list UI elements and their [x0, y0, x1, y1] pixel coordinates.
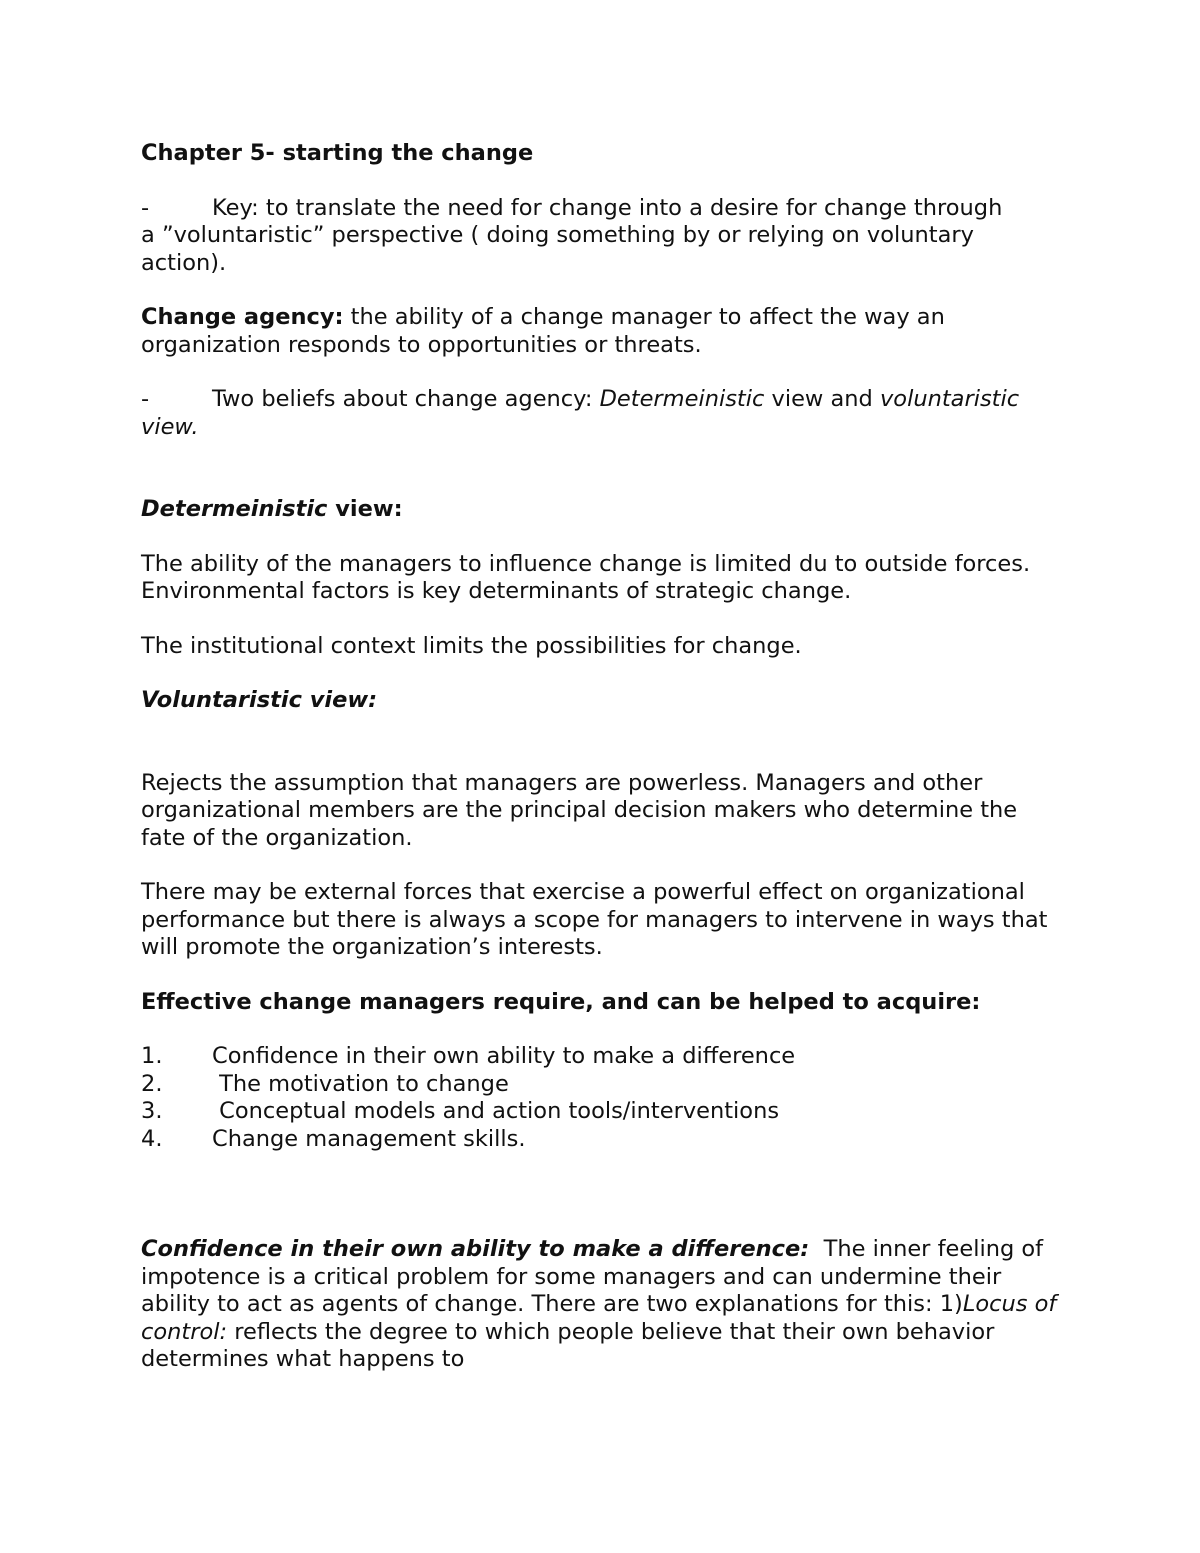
- change-agency-text: the ability of a change manager to affect the way an organization responds to opportunities or threats.: [141, 304, 945, 358]
- effective-heading: Effective change managers require, and can be helped to acquire:: [141, 988, 981, 1015]
- list-text: Conceptual models and action tools/interventions: [212, 1098, 780, 1124]
- determ-heading: [141, 496, 1066, 524]
- list-text: Change management skills.: [212, 1125, 526, 1152]
- bullet-beliefs-term2-a: voluntaristic: [879, 386, 1020, 412]
- volunt-heading: Voluntaristic view:: [141, 687, 378, 713]
- locus-term: Locus of control:: [141, 1291, 1064, 1345]
- change-agency-term: Change agency:: [141, 304, 344, 330]
- list-item: [141, 1098, 1066, 1126]
- list-number: 1.: [141, 1043, 163, 1069]
- effective-list: [141, 1043, 1066, 1153]
- bullet-beliefs: [141, 386, 1066, 441]
- list-number: 4.: [141, 1125, 163, 1152]
- list-text: Confidence in their own ability to make a difference: [212, 1043, 796, 1069]
- change-agency-definition: [141, 304, 1066, 359]
- bullet-key-first-line: Key: to translate the need for change into a desire for change through: [212, 194, 1003, 221]
- list-number: 2.: [141, 1070, 163, 1097]
- bullet-marker: -: [141, 386, 150, 412]
- list-item: [141, 1071, 1066, 1099]
- document-page: [141, 140, 1066, 1374]
- chapter-title: Chapter 5- starting the change: [141, 140, 534, 166]
- bullet-beliefs-term1: Determeinistic: [599, 386, 765, 412]
- confidence-paragraph: [141, 1236, 1066, 1374]
- determ-heading-rest: view:: [327, 496, 403, 522]
- locus-text: reflects the degree to which people believe that their own behavior determines what happens to: [141, 1318, 1002, 1372]
- volunt-para1: Rejects the assumption that managers are powerless. Managers and other organizational members are the principal decision makers who determine the fate of the organization.: [141, 769, 1018, 851]
- list-item: [141, 1043, 1066, 1071]
- bullet-beliefs-prefix: Two beliefs about change agency:: [212, 386, 600, 412]
- bullet-key: [141, 195, 1066, 278]
- confidence-term: Confidence in their own ability to make a difference:: [141, 1236, 810, 1262]
- list-item: [141, 1126, 1066, 1154]
- bullet-beliefs-middle: view and: [764, 386, 880, 412]
- bullet-key-continuation: a ”voluntaristic” perspective ( doing something by or relying on voluntary action).: [141, 222, 974, 276]
- list-number: 3.: [141, 1098, 163, 1124]
- determ-para1: The ability of the managers to influence change is limited du to outside forces. Environmental factors is key determinants of strategic change.: [141, 550, 1031, 604]
- bullet-marker: -: [141, 194, 150, 221]
- determ-heading-term: Determeinistic: [141, 496, 328, 522]
- determ-para2: The institutional context limits the possibilities for change.: [141, 632, 802, 659]
- list-text: The motivation to change: [212, 1070, 509, 1097]
- volunt-para2: There may be external forces that exercise a powerful effect on organizational performance but there is always a scope for managers to intervene in ways that will promote the organization’s interests.: [141, 879, 1048, 960]
- confidence-text: The inner feeling of impotence is a critical problem for some managers and can undermine their ability to act as agents of change. There are two explanations for this: 1): [141, 1236, 1051, 1317]
- bullet-beliefs-term2-b: view.: [141, 413, 199, 440]
